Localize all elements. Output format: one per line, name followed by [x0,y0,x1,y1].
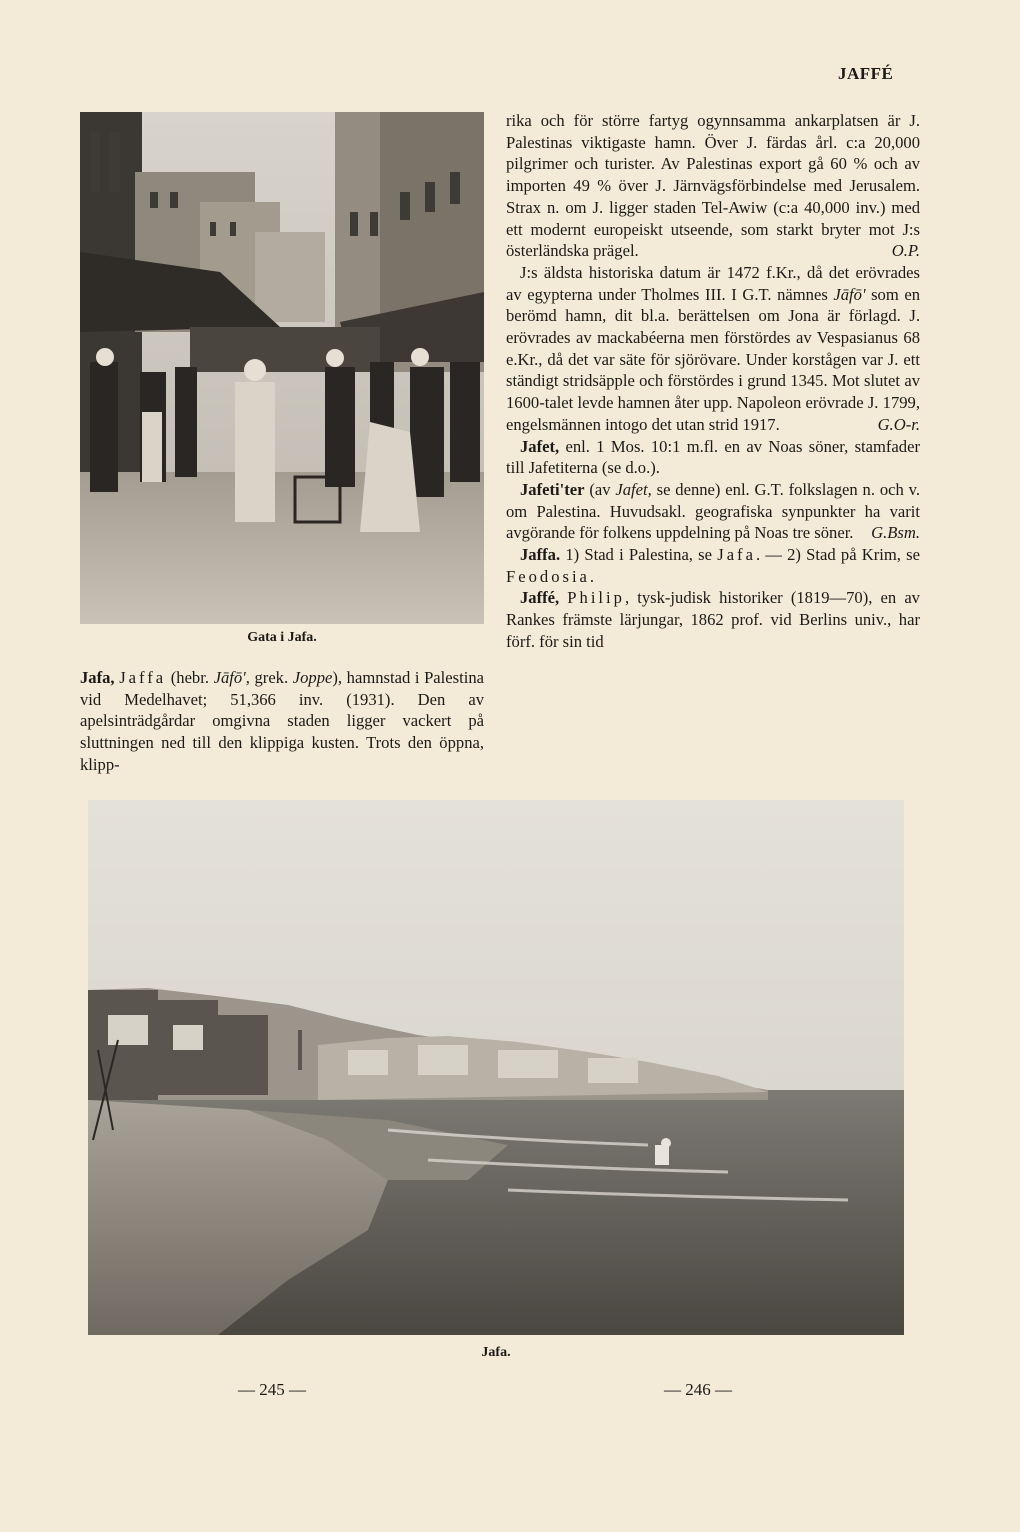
entry-jaffa-text: . [589,566,595,586]
harbor-photo-caption: Jafa. [481,1345,511,1360]
street-photo [80,112,484,624]
entry-jafa-text: grek. [249,668,293,687]
entry-jafetiter-headword: Jafeti'ter [520,479,585,499]
entry-jafa-text: (hebr. [166,668,214,687]
right-column [506,110,920,653]
jafa-history [506,262,920,436]
entry-jafa [80,667,484,776]
entry-jaffe-spaced: Philip [567,588,625,608]
entry-jaffa-headword: Jaffa. [520,545,561,565]
harbor-photo [88,800,904,1335]
entry-jafa-text: ), hamnstad i Palestina vid Medelhavet; 51,366 inv. (1931). Den av apelsinträdgårdar omgivna staden ligger vackert på sluttningen ned till den klippiga kusten. Trots den öppna, klipp- [80,668,484,774]
entry-jaffe [506,587,920,652]
entry-jafet-text: enl. 1 Mos. 10:1 m.fl. en av Noas söner, stamfader till Jafetiterna (se d.o.). [506,436,920,478]
entry-jafetiter-text: (av [584,479,616,499]
entry-jaffa-ref-feodosia: Feodosia [506,566,590,586]
entry-jafa-headword: Jafa, [80,668,115,687]
page-number-right: — 246 — [664,1380,732,1399]
entry-jaffa-ref-jafa: Jafa [717,545,756,565]
entry-jafet [506,436,920,479]
jafa-continuation [506,110,920,262]
jafa-history-hebrew: Jāfō' [833,284,866,304]
jafa-history-text: som en berömd hamn, dit bl.a. berättelsen om Jona är förlagd. J. erövrades av mackabéerna men förstördes av Vespasianus 68 e.Kr., då det var säte för sjörövare. Under korstågen var J. ett ständigt stridsäpple och förstördes i grund 1345. Mot slutet av 1600-talet levde hamnen åter upp. Napoleon erövrade J. 1799, engelsmännen intogo det utan strid 1917. [506,284,920,434]
entry-jafa-spaced: Jaffa [119,668,167,687]
entry-jaffe-text: , tysk-judisk historiker (1819—70), en av Rankes främste lärjungar, 1862 prof. vid Berlins univ., har förf. för sin tid [506,588,920,651]
entry-jafetiter [506,479,920,544]
running-head: JAFFÉ [838,64,894,83]
jafa-continuation-text: rika och för större fartyg ogynnsamma ankarplatsen är J. Palestinas viktigaste hamn. Över J. färdas årl. c:a 20,000 pilgrimer och turister. Av Palestinas export gå 60 % och av importen 49 % över J. Järnvägsförbindelse med Jerusalem. Strax n. om J. ligger staden Tel-Awiw (c:a 40,000 inv.) med ett modernt europeiskt utseende, som starkt bryter mot J:s österländska prägel. [506,111,920,261]
signature-gbsm: G.Bsm. [871,523,920,543]
entry-jaffa-text: . — 2) Stad på Krim, se [755,545,920,565]
entry-jaffe-headword: Jaffé, [520,588,560,608]
entry-jaffa [506,544,920,587]
entry-jafet-headword: Jafet, [520,436,560,456]
page-number-left: — 245 — [238,1380,306,1399]
entry-jafetiter-text: se denne) enl. G.T. folkslagen n. och v. om Palestina. Huvudsakl. geografiska synpunkter ha varit avgörande för folkens uppdelning på Noas tre söner. [506,479,920,543]
entry-jafetiter-italic: Jafet, [615,479,652,499]
entry-jafa-greek: Joppe [292,668,333,687]
entry-jaffa-text: 1) Stad i Palestina, se [560,545,718,565]
left-column [80,667,484,776]
signature-gor: G.O-r. [877,414,920,434]
jafa-history-text: J:s äldsta historiska datum är 1472 f.Kr., då det erövrades av egypterna under Tholmes III. I G.T. nämnes [506,262,920,304]
signature-op: O.P. [891,241,920,261]
street-photo-caption: Gata i Jafa. [247,630,317,645]
entry-jafa-hebrew: Jāfō', [213,668,250,687]
